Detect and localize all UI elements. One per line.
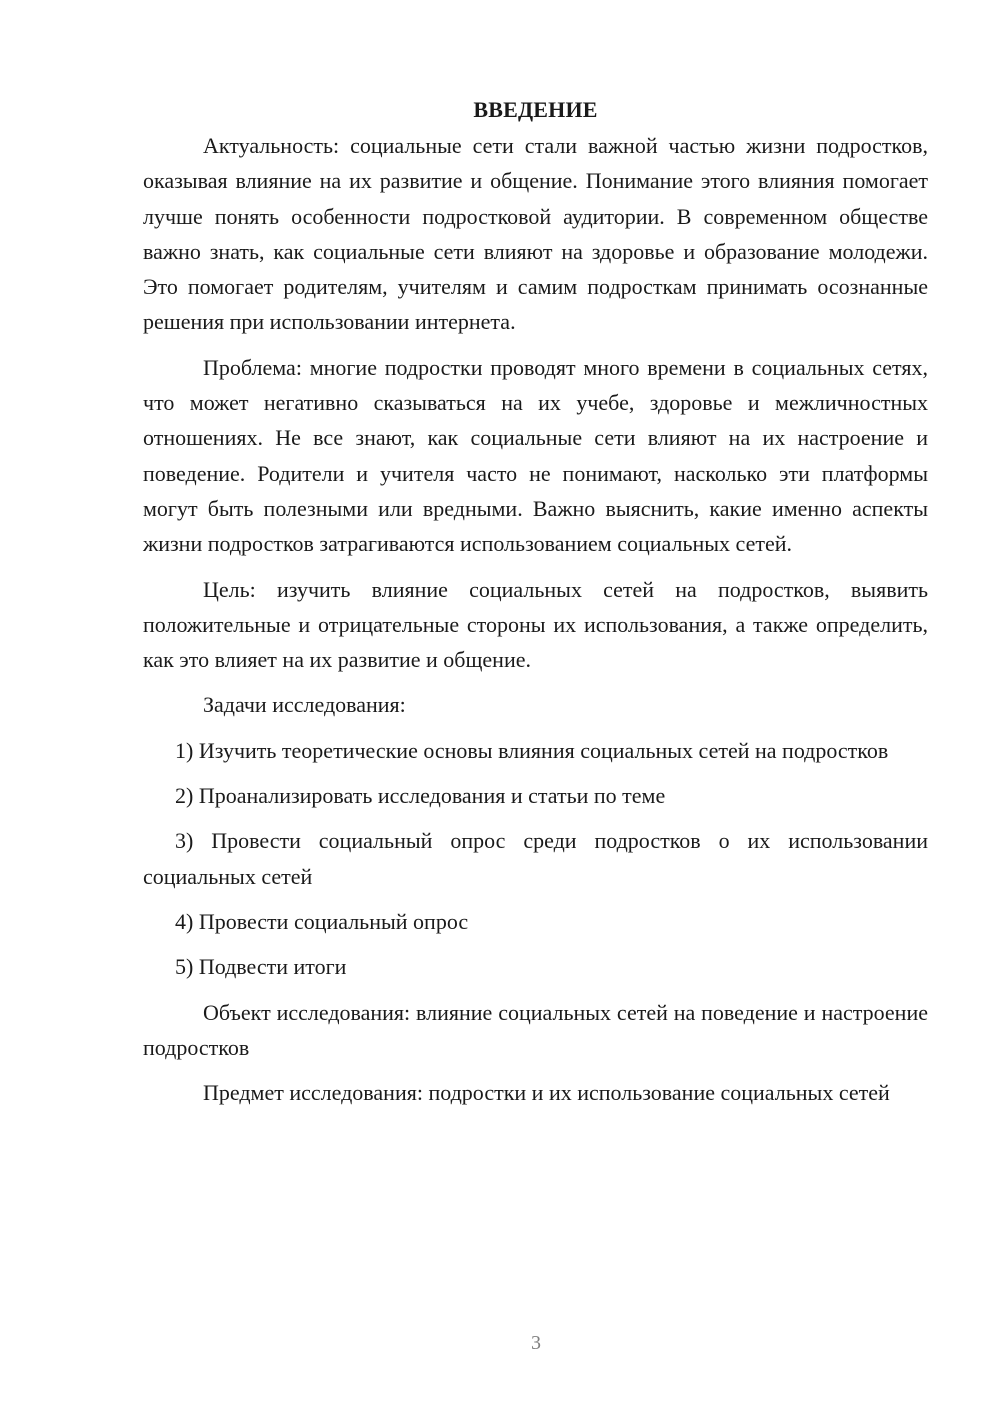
- paragraph-relevance: Актуальность: социальные сети стали важной частью жизни подростков, оказывая влияние на их развитие и общение. Понимание этого влияния помогает лучше понять особенности подростковой аудитории. В современном обществе важно знать, как социальные сети влияют на здоровье и образование молодежи. Это помогает родителям, учителям и самим подросткам принимать осознанные решения при использовании интернета.: [143, 133, 928, 335]
- task-item-4: 4) Провести социальный опрос: [175, 908, 469, 934]
- paragraph-tasks-heading: Задачи исследования:: [203, 692, 406, 718]
- document-page: [143, 92, 928, 1120]
- task-item-1: 1) Изучить теоретические основы влияния социальных сетей на подростков: [175, 737, 889, 763]
- page-number: 3: [531, 1332, 541, 1354]
- section-title: ВВЕДЕНИЕ: [473, 97, 598, 122]
- paragraph-goal: Цель: изучить влияние социальных сетей на подростков, выявить положительные и отрицательные стороны их использования, а также определить, как это влияет на их развитие и общение.: [143, 576, 928, 673]
- paragraph-subject: Предмет исследования: подростки и их использование социальных сетей: [203, 1080, 890, 1106]
- task-item-2: 2) Проанализировать исследования и статьи по теме: [175, 783, 666, 809]
- paragraph-problem: Проблема: многие подростки проводят много времени в социальных сетях, что может негативно сказываться на их учебе, здоровье и межличностных отношениях. Не все знают, как социальные сети влияют на их настроение и поведение. Родители и учителя часто не понимают, насколько эти платформы могут быть полезными или вредными. Важно выяснить, какие именно аспекты жизни подростков затрагиваются использованием социальных сетей.: [143, 354, 928, 557]
- task-item-3: 3) Провести социальный опрос среди подростков о их использовании социальных сетей: [143, 828, 928, 889]
- paragraph-object: Объект исследования: влияние социальных сетей на поведение и настроение подростков: [143, 999, 928, 1060]
- task-item-5: 5) Подвести итоги: [175, 954, 347, 980]
